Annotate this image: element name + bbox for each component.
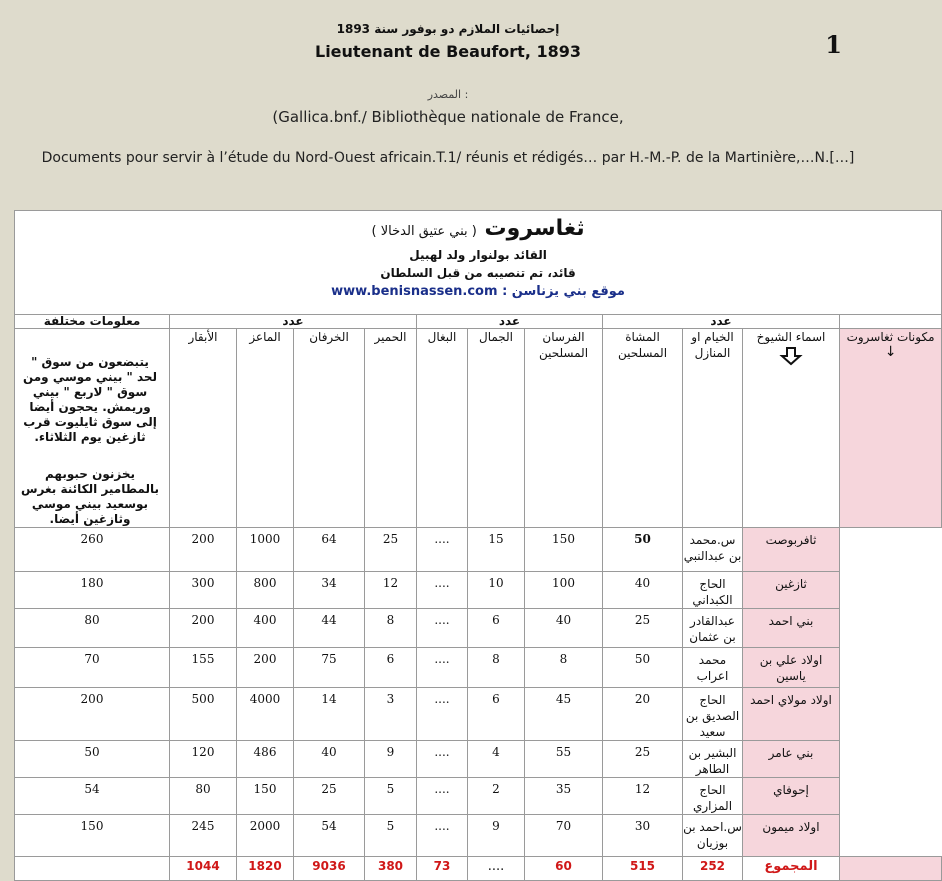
cell-camels: .... [417,609,468,648]
cell-sheep: 1000 [237,528,294,572]
col-header-tents: الخيام او المنازل [683,329,743,528]
col-header-cows: الأبقار [170,329,237,528]
cell-donkeys: 44 [294,609,365,648]
cell-camels: .... [417,572,468,609]
cell-cows: 54 [15,778,170,815]
cell-goats: 80 [170,778,237,815]
cell-goats: 500 [170,688,237,741]
cell-goats: 120 [170,741,237,778]
totals-notes-filler [15,857,170,881]
cell-sheikh: الحاج الكبداني [683,572,743,609]
cell-sheep: 150 [237,778,294,815]
col-header-components [840,329,942,528]
cell-horsemen: 6 [468,609,525,648]
cell-tents: 25 [603,741,683,778]
table-row [15,648,942,688]
banner-title: ثغاسروت [484,216,585,241]
cell-sheikh: محمد اعراب [683,648,743,688]
cell-goats: 200 [170,528,237,572]
cell-tents: 50 [603,528,683,572]
cell-cows: 80 [15,609,170,648]
cell-horsemen: 8 [468,648,525,688]
cell-cows: 150 [15,815,170,857]
cell-horsemen: 10 [468,572,525,609]
cell-component: اولاد علي بن ياسين [743,648,840,688]
cell-donkeys: 14 [294,688,365,741]
total-pink-filler [840,857,942,881]
cell-mules: 3 [365,688,417,741]
cell-goats: 245 [170,815,237,857]
col-header-mules: البغال [417,329,468,528]
cell-donkeys: 75 [294,648,365,688]
col-header-sheikhs [743,329,840,528]
cell-tents: 25 [603,609,683,648]
cell-goats: 155 [170,648,237,688]
cell-component: اولاد مولاي احمد [743,688,840,741]
cell-donkeys: 34 [294,572,365,609]
group-header-people: عدد [603,315,840,329]
notes-paragraph-1: يتبضعون من سوق " لحد " بيني موسي ومن سوق " لاربع " بيني وريمش. يحجون أيضا إلى سوق ثايليوت قرب ثازغين يوم الثلاثاء. [22,355,158,444]
col-header-infantry: المشاة المسلحين [603,329,683,528]
cell-camels: .... [417,815,468,857]
table-banner [15,211,942,315]
cell-horsemen: 15 [468,528,525,572]
total-tents: 252 [683,857,743,881]
cell-sheep: 400 [237,609,294,648]
col-header-horsemen: الفرسان المسلحين [525,329,603,528]
source-line-1: (Gallica.bnf./ Bibliothèque nationale de France, [272,108,624,126]
cell-infantry: 35 [525,778,603,815]
cell-tents: 12 [603,778,683,815]
cell-cows: 200 [15,688,170,741]
cell-infantry: 55 [525,741,603,778]
cell-mules: 25 [365,528,417,572]
site-url[interactable]: www.benisnassen.com [331,284,498,299]
cell-mules: 12 [365,572,417,609]
cell-cows: 260 [15,528,170,572]
banner-qaid: القائد بولنوار ولد لهبيل [409,248,547,262]
total-cows: 1044 [170,857,237,881]
cell-sheikh: س.احمد بن بوزيان [683,815,743,857]
cell-tents: 40 [603,572,683,609]
cell-goats: 300 [170,572,237,609]
cell-donkeys: 25 [294,778,365,815]
cell-cows: 70 [15,648,170,688]
page-number: 1 [825,30,842,59]
cell-component: إحوفاي [743,778,840,815]
cell-sheep: 800 [237,572,294,609]
cell-sheikh: الحاج المزاري [683,778,743,815]
cell-mules: 9 [365,741,417,778]
cell-sheep: 200 [237,648,294,688]
group-header-mounts: عدد [417,315,603,329]
cell-component: بني عامر [743,741,840,778]
statistics-table [14,210,942,881]
source-label: المصدر : [427,88,469,101]
cell-horsemen: 6 [468,688,525,741]
cell-infantry: 40 [525,609,603,648]
cell-component: ثافربوصت [743,528,840,572]
cell-infantry: 8 [525,648,603,688]
col-header-goats: الماعز [237,329,294,528]
cell-infantry: 45 [525,688,603,741]
cell-horsemen: 9 [468,815,525,857]
total-infantry: 515 [603,857,683,881]
cell-sheikh: الحاج الصديق بن سعيد [683,688,743,741]
arrow-down-outline-icon [743,347,839,369]
col-header-sheikhs-label: اسماء الشيوخ [756,330,826,344]
cell-sheikh: البشير بن الطاهر [683,741,743,778]
cell-component: بني احمد [743,609,840,648]
table-row [15,688,942,741]
total-horsemen: 60 [525,857,603,881]
cell-camels: .... [417,778,468,815]
total-donkeys: 380 [365,857,417,881]
notes-paragraph-2: يخزنون حبوبهم بالمطامير الكائنة بغرس بوسعيد بيني موسي وثازغين أيضا. [21,467,159,526]
cell-camels: .... [417,741,468,778]
col-header-camels: الجمال [468,329,525,528]
cell-component: ثازغين [743,572,840,609]
cell-tents: 50 [603,648,683,688]
cell-sheikh: س.محمد بن عبدالنبي [683,528,743,572]
cell-donkeys: 54 [294,815,365,857]
total-sheep: 9036 [294,857,365,881]
table-row [15,528,942,572]
notes-cell [15,329,170,528]
cell-mules: 5 [365,815,417,857]
col-header-donkeys: الحمير [365,329,417,528]
cell-donkeys: 64 [294,528,365,572]
cell-sheep: 2000 [237,815,294,857]
cell-camels: .... [417,528,468,572]
cell-cows: 50 [15,741,170,778]
banner-title-sub: ( بني عتيق الدخالا ) [371,224,477,239]
banner-appointed: قائد، تم تنصيبه من قبل السلطان [380,266,576,280]
cell-component: اولاد ميمون [743,815,840,857]
cell-sheep: 4000 [237,688,294,741]
cell-tents: 20 [603,688,683,741]
site-label: موقع بني يزناسن : [502,284,625,299]
table-row [15,741,942,778]
table-row [15,609,942,648]
total-mules: 73 [417,857,468,881]
totals-row [15,857,942,881]
total-camels: .... [468,857,525,881]
cell-tents: 30 [603,815,683,857]
cell-donkeys: 40 [294,741,365,778]
col-header-components-label: مكونات ثغاسروت [846,330,935,344]
cell-goats: 200 [170,609,237,648]
col-header-sheep: الخرفان [294,329,365,528]
table-row [15,815,942,857]
cell-infantry: 100 [525,572,603,609]
english-title: Lieutenant de Beaufort, 1893 [315,42,581,61]
cell-horsemen: 4 [468,741,525,778]
cell-sheep: 486 [237,741,294,778]
cell-mules: 8 [365,609,417,648]
table-row [15,778,942,815]
cell-camels: .... [417,648,468,688]
source-line-2: Documents pour servir à l’étude du Nord-Ouest africain.T.1/ réunis et rédigés… par H.-M.-P. de la Martinière,…N.[…] [41,150,855,166]
cell-cows: 180 [15,572,170,609]
total-label: المجموع [743,857,840,881]
cell-sheikh: عبدالقادر بن عثمان [683,609,743,648]
cell-mules: 5 [365,778,417,815]
arrow-down-thin-icon: ↓ [884,344,897,360]
arabic-title: إحصائيات الملازم دو بوفور سنة 1893 [336,22,560,36]
group-header-notes: معلومات مختلفة [15,315,170,329]
cell-infantry: 70 [525,815,603,857]
cell-infantry: 150 [525,528,603,572]
table-row [15,572,942,609]
total-goats: 1820 [237,857,294,881]
cell-mules: 6 [365,648,417,688]
group-header-empty [840,315,942,329]
cell-horsemen: 2 [468,778,525,815]
group-header-animals: عدد [170,315,417,329]
cell-camels: .... [417,688,468,741]
